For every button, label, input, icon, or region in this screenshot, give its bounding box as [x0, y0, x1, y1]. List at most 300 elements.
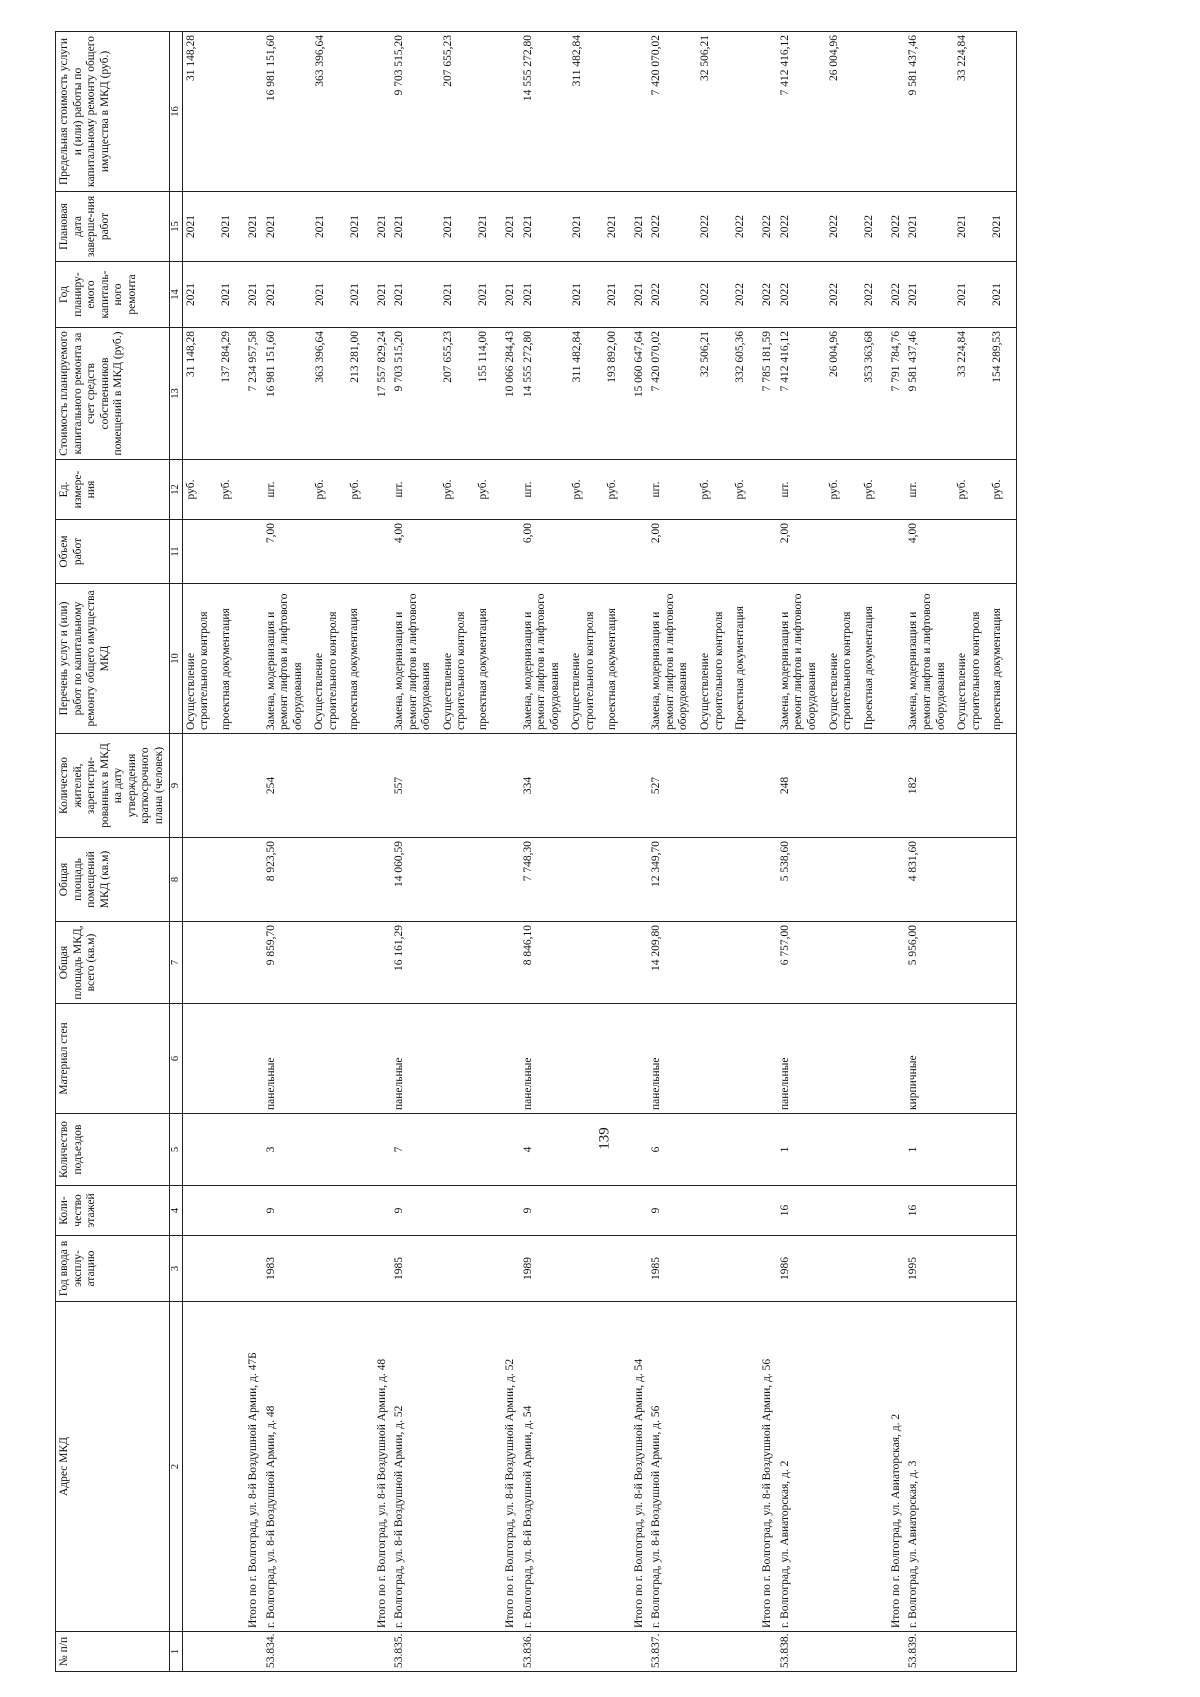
work-year — [520, 262, 631, 328]
empty-cell — [888, 1114, 906, 1186]
work-unit — [648, 460, 759, 520]
work-name-value: проектная документация — [476, 608, 489, 730]
floors-count — [182, 1186, 245, 1236]
work-year-value: 2021 — [313, 283, 326, 306]
column-number-3: 3 — [169, 1236, 182, 1302]
area-total: 14 209,80 — [648, 922, 759, 1004]
column-header-9: Количество жителей, зарегистри-рованных в МКД на дату утверждения краткосрочного плана (человек) — [56, 734, 170, 838]
work-date-value: 2021 — [393, 215, 406, 238]
total-cost: 15 060 647,64 — [631, 328, 649, 460]
entrances-count: 3 — [263, 1114, 374, 1186]
empty-cell — [631, 520, 649, 584]
table-row — [905, 32, 1017, 1672]
empty-cell — [631, 1186, 649, 1236]
residents-count: 248 — [777, 734, 888, 838]
row-number — [759, 1632, 777, 1672]
work-date — [520, 192, 631, 262]
area-rooms: 8 923,50 — [263, 838, 374, 922]
total-limit — [374, 32, 392, 192]
work-date-value: 2021 — [442, 215, 455, 238]
column-header-12: Ед. измере-ния — [56, 460, 170, 520]
empty-cell — [888, 584, 906, 734]
work-unit-value: руб. — [570, 479, 583, 500]
work-date — [648, 192, 759, 262]
empty-cell — [374, 734, 392, 838]
area-total: 16 161,29 — [391, 922, 502, 1004]
empty-cell — [759, 734, 777, 838]
work-volume-value — [477, 523, 500, 580]
empty-cell — [245, 922, 263, 1004]
work-name-value: Осуществление строительного контроля — [441, 611, 468, 730]
residents-count: 334 — [520, 734, 631, 838]
column-number-8: 8 — [169, 838, 182, 922]
work-volume-value — [863, 523, 886, 580]
work-volume-value — [699, 523, 734, 580]
work-volume — [520, 520, 631, 584]
work-date-value: 2021 — [219, 215, 232, 238]
work-cost — [263, 328, 374, 460]
work-unit-value: шт. — [521, 481, 534, 498]
empty-cell — [759, 1236, 777, 1302]
floors-count: 9 — [520, 1186, 631, 1236]
work-unit-value: руб. — [219, 479, 232, 500]
work-year — [182, 262, 245, 328]
empty-cell — [374, 584, 392, 734]
column-header-7: Общая площадь МКД, всего (кв.м) — [56, 922, 170, 1004]
total-cost: 17 557 829,24 — [374, 328, 392, 460]
work-date-value: 2021 — [313, 215, 326, 238]
floors-count: 9 — [391, 1186, 502, 1236]
work-name-value: Осуществление строительного контроля — [956, 611, 982, 730]
empty-cell — [245, 520, 263, 584]
wall-material: панельные — [520, 1004, 631, 1114]
work-date-value: 2021 — [956, 215, 969, 238]
work-year-value: 2021 — [570, 283, 583, 306]
total-year: 2022 — [888, 262, 906, 328]
work-date-value: 2021 — [184, 215, 197, 238]
column-number-row — [169, 32, 182, 1672]
floors-count: 16 — [905, 1186, 1017, 1236]
spacer — [434, 587, 442, 730]
work-date-value: 2021 — [605, 215, 618, 238]
total-label: Итого по г. Волгоград, ул. 8-й Воздушной Армии, д. 52 — [502, 1302, 520, 1632]
empty-cell — [631, 734, 649, 838]
capital-repair-table — [55, 31, 1017, 1672]
work-volume — [263, 520, 374, 584]
work-volume-value — [442, 523, 477, 580]
empty-cell — [374, 1004, 392, 1114]
row-number — [888, 1632, 906, 1672]
row-number: 53.837. — [648, 1632, 759, 1672]
work-volume-value: 6,00 — [521, 523, 534, 544]
column-number-9: 9 — [169, 734, 182, 838]
total-year: 2022 — [759, 262, 777, 328]
work-cost — [648, 328, 759, 460]
total-cost: 7 791 784,76 — [888, 328, 906, 460]
spacer — [855, 587, 863, 730]
work-name-value: проектная документация — [991, 608, 1004, 730]
empty-cell — [759, 1004, 777, 1114]
work-cost-value: 26 004,96 — [827, 331, 840, 377]
row-number: 53.835. — [391, 1632, 502, 1672]
work-limit-value: 7 412 416,12 — [778, 35, 791, 96]
work-year-value: 2021 — [393, 283, 406, 306]
column-number-12: 12 — [169, 460, 182, 520]
column-number-10: 10 — [169, 584, 182, 734]
work-limit-value — [606, 35, 629, 188]
column-number-14: 14 — [169, 262, 182, 328]
work-unit-value: шт. — [264, 481, 277, 498]
empty-cell — [888, 838, 906, 922]
work-date-value: 2021 — [991, 215, 1004, 238]
work-date — [182, 192, 245, 262]
work-year-value: 2021 — [184, 283, 197, 306]
empty-cell — [502, 460, 520, 520]
year-built: 1986 — [777, 1236, 888, 1302]
work-limit-value: 33 224,84 — [956, 35, 969, 81]
spacer — [726, 587, 734, 730]
residents-count: 557 — [391, 734, 502, 838]
year-built: 1995 — [905, 1236, 1017, 1302]
empty-cell — [888, 1186, 906, 1236]
work-year-value: 2021 — [264, 283, 277, 306]
column-number-4: 4 — [169, 1186, 182, 1236]
total-label: Итого по г. Волгоград, ул. Авиаторская, д. 2 — [888, 1302, 906, 1632]
work-year-value: 2021 — [907, 283, 920, 306]
work-limit-value — [863, 35, 886, 188]
work-cost-value: 7 412 416,12 — [778, 331, 791, 392]
total-row — [502, 32, 520, 1672]
row-number — [631, 1632, 649, 1672]
year-built: 1983 — [263, 1236, 374, 1302]
work-cost-value: 14 555 272,80 — [521, 331, 534, 398]
house-address: г. Волгоград, ул. Авиаторская, д. 3 — [905, 1302, 1017, 1632]
work-volume-value — [734, 523, 757, 580]
work-unit — [777, 460, 888, 520]
area-rooms: 12 349,70 — [648, 838, 759, 922]
empty-cell — [759, 838, 777, 922]
work-year-value: 2021 — [956, 283, 969, 306]
work-cost — [520, 328, 631, 460]
work-name — [905, 584, 1017, 734]
row-number: 53.834. — [263, 1632, 374, 1672]
column-number-1: 1 — [169, 1632, 182, 1672]
work-year-value: 2022 — [734, 283, 747, 306]
entrances-count: 6 — [648, 1114, 759, 1186]
page-number: 139 — [596, 1127, 613, 1150]
table-body — [182, 32, 1017, 1672]
work-unit-value: шт. — [650, 481, 663, 498]
work-date-value: 2022 — [862, 215, 875, 238]
house-address: г. Волгоград, ул. Авиаторская, д. 2 — [777, 1302, 888, 1632]
work-cost — [905, 328, 1017, 460]
total-year: 2021 — [245, 262, 263, 328]
empty-cell — [374, 1114, 392, 1186]
work-name-value: Осуществление строительного контроля — [570, 611, 596, 730]
table-row — [263, 32, 374, 1672]
spacer — [305, 587, 313, 730]
work-year-value: 2022 — [650, 283, 663, 306]
spacer — [363, 587, 371, 730]
spacer — [1006, 587, 1014, 730]
work-cost-value: 154 289,53 — [991, 331, 1004, 383]
row-number — [374, 1632, 392, 1672]
empty-cell — [502, 584, 520, 734]
work-cost-value: 16 981 151,60 — [264, 331, 277, 398]
total-limit — [888, 32, 906, 192]
work-name — [263, 584, 374, 734]
empty-cell — [374, 460, 392, 520]
area-rooms: 4 831,60 — [905, 838, 1017, 922]
work-name — [648, 584, 759, 734]
work-limit — [905, 32, 1017, 192]
work-year — [391, 262, 502, 328]
work-cost — [182, 328, 245, 460]
area-rooms — [182, 838, 245, 922]
work-cost-value: 155 114,00 — [477, 331, 490, 383]
work-volume — [905, 520, 1017, 584]
area-rooms: 7 748,30 — [520, 838, 631, 922]
entrances-count: 1 — [905, 1114, 1017, 1186]
area-total — [182, 922, 245, 1004]
total-row — [759, 32, 777, 1672]
column-header-15: Плановая дата заверше-ния работ — [56, 192, 170, 262]
work-limit-value: 9 703 515,20 — [393, 35, 406, 96]
entrances-count: 1 — [777, 1114, 888, 1186]
spacer — [562, 587, 570, 730]
empty-cell — [759, 520, 777, 584]
spacer — [469, 587, 477, 730]
work-cost-value: 31 148,28 — [184, 331, 197, 377]
empty-cell — [245, 734, 263, 838]
work-limit — [263, 32, 374, 192]
work-unit — [182, 460, 245, 520]
wall-material: панельные — [648, 1004, 759, 1114]
work-name — [391, 584, 502, 734]
work-volume-value: 4,00 — [393, 523, 406, 544]
total-date: 2021 — [631, 192, 649, 262]
work-volume-value: 4,00 — [907, 523, 920, 544]
work-limit — [648, 32, 759, 192]
total-date: 2021 — [245, 192, 263, 262]
empty-cell — [374, 922, 392, 1004]
residents-count — [182, 734, 245, 838]
total-limit — [631, 32, 649, 192]
spacer — [598, 587, 606, 730]
work-cost-value: 9 581 437,46 — [907, 331, 920, 392]
table-row — [777, 32, 888, 1672]
work-year-value: 2022 — [827, 283, 840, 306]
work-unit-value: руб. — [991, 479, 1004, 500]
work-volume-value: 2,00 — [778, 523, 791, 544]
empty-cell — [245, 1186, 263, 1236]
spacer — [235, 587, 243, 730]
empty-cell — [888, 460, 906, 520]
area-total: 6 757,00 — [777, 922, 888, 1004]
total-date: 2022 — [888, 192, 906, 262]
work-cost — [777, 328, 888, 460]
work-cost-value: 353 363,68 — [862, 331, 875, 383]
spacer — [212, 587, 220, 730]
column-header-6: Материал стен — [56, 1004, 170, 1114]
residents-count: 527 — [648, 734, 759, 838]
row-number: 53.839. — [905, 1632, 1017, 1672]
year-built: 1985 — [391, 1236, 502, 1302]
work-limit-value: 7 420 070,02 — [650, 35, 663, 96]
work-year-value: 2022 — [699, 283, 712, 306]
column-header-2: Адрес МКД — [56, 1302, 170, 1632]
work-name-value: Осуществление строительного контроля — [184, 611, 211, 730]
empty-cell — [245, 584, 263, 734]
empty-cell — [631, 584, 649, 734]
work-name-value: Замена, модернизация и ремонт лифтов и лифтового оборудования — [393, 593, 433, 730]
empty-cell — [502, 1186, 520, 1236]
work-limit-value — [477, 35, 500, 188]
work-limit-value — [220, 35, 243, 188]
work-date — [905, 192, 1017, 262]
work-limit-value: 207 655,23 — [442, 35, 455, 87]
empty-cell — [502, 520, 520, 584]
work-unit-value: руб. — [477, 479, 490, 500]
work-limit-value: 26 004,96 — [827, 35, 840, 81]
column-number-2: 2 — [169, 1302, 182, 1632]
work-year-value: 2021 — [991, 283, 1004, 306]
empty-cell — [759, 584, 777, 734]
work-date-value: 2022 — [827, 215, 840, 238]
work-volume — [777, 520, 888, 584]
entrances-count: 4 — [520, 1114, 631, 1186]
empty-cell — [631, 1114, 649, 1186]
work-year-value: 2021 — [521, 283, 534, 306]
column-header-13: Стоимость планируемого капитального ремонта за счет средств собственников помещений в МКД (руб.) — [56, 328, 170, 460]
work-unit-value: руб. — [827, 479, 840, 500]
empty-cell — [245, 1114, 263, 1186]
work-volume-value — [991, 523, 1014, 580]
entrances-count: 7 — [391, 1114, 502, 1186]
work-unit-value: руб. — [605, 479, 618, 500]
spacer — [878, 587, 886, 730]
work-cost-value: 193 892,00 — [605, 331, 618, 383]
empty-cell — [374, 1236, 392, 1302]
work-unit-value: руб. — [956, 479, 969, 500]
spacer — [820, 587, 828, 730]
work-volume-value — [349, 523, 372, 580]
spacer — [691, 587, 699, 730]
total-date: 2021 — [502, 192, 520, 262]
work-cost-value: 9 703 515,20 — [393, 331, 406, 392]
work-unit-value: руб. — [862, 479, 875, 500]
wall-material: кирпичные — [905, 1004, 1017, 1114]
area-rooms: 5 538,60 — [777, 838, 888, 922]
work-unit-value: руб. — [313, 479, 326, 500]
work-limit-value: 32 506,21 — [699, 35, 712, 81]
work-unit-value: шт. — [778, 481, 791, 498]
total-label: Итого по г. Волгоград, ул. 8-й Воздушной Армии, д. 56 — [759, 1302, 777, 1632]
work-limit-value — [734, 35, 757, 188]
total-limit — [245, 32, 263, 192]
residents-count: 182 — [905, 734, 1017, 838]
work-limit-value: 31 148,28 — [184, 35, 197, 81]
empty-cell — [888, 734, 906, 838]
total-row — [245, 32, 263, 1672]
work-year — [263, 262, 374, 328]
work-limit-value: 9 581 437,46 — [907, 35, 920, 96]
work-name-value: проектная документация — [220, 608, 232, 730]
column-header-10: Перечень услуг и (или) работ по капитальному ремонту общего имущества МКД — [56, 584, 170, 734]
work-year-value: 2021 — [348, 283, 361, 306]
work-year — [777, 262, 888, 328]
work-date — [777, 192, 888, 262]
work-volume-value — [571, 523, 606, 580]
work-year-value: 2021 — [219, 283, 232, 306]
work-unit — [520, 460, 631, 520]
spacer — [948, 587, 956, 730]
work-cost-value: 311 482,84 — [570, 331, 583, 383]
spacer — [492, 587, 500, 730]
empty-cell — [374, 520, 392, 584]
area-total: 5 956,00 — [905, 922, 1017, 1004]
work-volume-value: 7,00 — [264, 523, 277, 544]
row-number — [502, 1632, 520, 1672]
empty-cell — [245, 838, 263, 922]
total-row — [631, 32, 649, 1672]
empty-cell — [502, 1236, 520, 1302]
empty-cell — [245, 1236, 263, 1302]
column-header-14: Год планиру-емого капиталь-ного ремонта — [56, 262, 170, 328]
work-year-value: 2022 — [862, 283, 875, 306]
work-limit-value: 14 555 272,80 — [521, 35, 534, 102]
house-address: г. Волгоград, ул. 8-й Воздушной Армии, д. 54 — [520, 1302, 631, 1632]
work-limit — [520, 32, 631, 192]
column-header-5: Количество подъездов — [56, 1114, 170, 1186]
work-date-value: 2022 — [778, 215, 791, 238]
year-built: 1989 — [520, 1236, 631, 1302]
empty-cell — [888, 520, 906, 584]
work-year-value: 2021 — [442, 283, 455, 306]
total-label: Итого по г. Волгоград, ул. 8-й Воздушной Армии, д. 54 — [631, 1302, 649, 1632]
column-header-16: Предельная стоимость услуги и (или) работы по капитальному ремонту общего имущества в МКД (руб.) — [56, 32, 170, 192]
total-date: 2021 — [374, 192, 392, 262]
work-date-value: 2021 — [570, 215, 583, 238]
row-number: 53.836. — [520, 1632, 631, 1672]
work-year-value: 2021 — [605, 283, 618, 306]
empty-cell — [759, 1186, 777, 1236]
work-name-value: Замена, модернизация и ремонт лифтов и лифтового оборудования — [521, 593, 561, 730]
total-limit — [759, 32, 777, 192]
work-name-value: Проектная документация — [734, 606, 747, 730]
work-limit-value: 16 981 151,60 — [264, 35, 277, 102]
empty-cell — [631, 460, 649, 520]
floors-count: 16 — [777, 1186, 888, 1236]
wall-material: панельные — [777, 1004, 888, 1114]
entrances-count — [182, 1114, 245, 1186]
work-cost-value: 207 655,23 — [442, 331, 455, 383]
total-row — [374, 32, 392, 1672]
work-name — [777, 584, 888, 734]
house-address: г. Волгоград, ул. 8-й Воздушной Армии, д. 52 — [391, 1302, 502, 1632]
house-address: г. Волгоград, ул. 8-й Воздушной Армии, д. 56 — [648, 1302, 759, 1632]
table-row — [182, 32, 245, 1672]
column-number-16: 16 — [169, 32, 182, 192]
empty-cell — [502, 1004, 520, 1114]
work-volume-value — [828, 523, 863, 580]
column-number-5: 5 — [169, 1114, 182, 1186]
work-name — [182, 584, 245, 734]
empty-cell — [759, 1114, 777, 1186]
area-total: 9 859,70 — [263, 922, 374, 1004]
work-volume — [391, 520, 502, 584]
empty-cell — [631, 838, 649, 922]
